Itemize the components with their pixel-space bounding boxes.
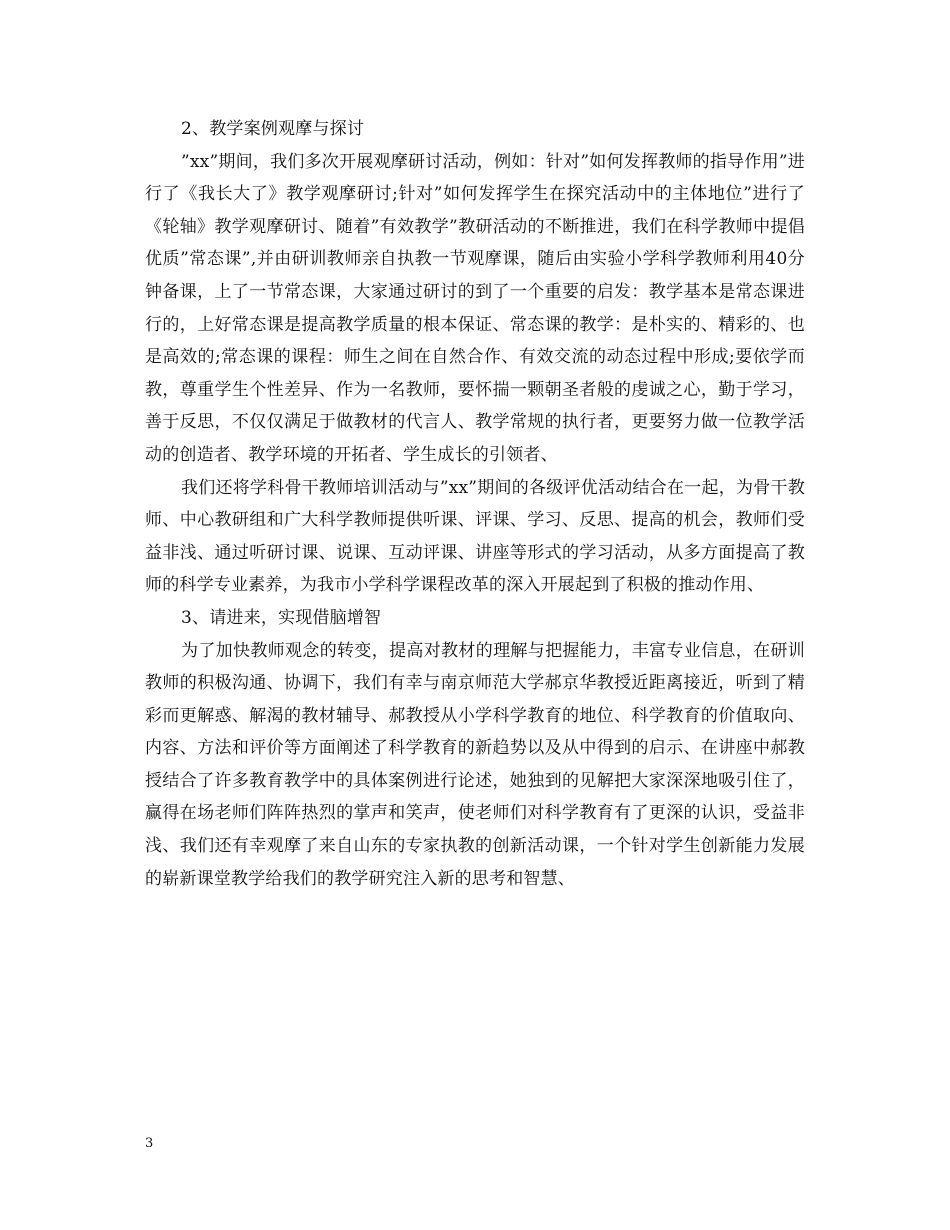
section-heading-invite-experts: 3、请进来，实现借脑增智 xyxy=(181,607,382,628)
document-body xyxy=(145,113,805,895)
paragraph-backbone-teacher-training: 我们还将学科骨干教师培训活动与”xx”期间的各级评优活动结合在一起，为骨干教师、中心教研组和广大科学教师提供听课、评课、学习、反思、提高的机会，教师们受益非浅、通过听研讨课、说课、互动评课、讲座等形式的学习活动，从多方面提高了教师的科学专业素养，为我市小学科学课程改革的深入开展起到了积极的推动作用、 xyxy=(145,477,805,596)
page-number: 3 xyxy=(145,1136,154,1151)
paragraph-expert-lecture: 为了加快教师观念的转变，提高对教材的理解与把握能力，丰富专业信息，在研训教师的积极沟通、协调下，我们有幸与南京师范大学郝京华教授近距离接近，听到了精彩而更解惑、解渴的教材辅导、郝教授从小学科学教育的地位、科学教育的价值取向、内容、方法和评价等方面阐述了科学教育的新趋势以及从中得到的启示、在讲座中郝教授结合了许多教育教学中的具体案例进行论述，她独到的见解把大家深深地吸引住了，赢得在场老师们阵阵热烈的掌声和笑声，使老师们对科学教育有了更深的认识，受益非浅、我们还有幸观摩了来自山东的专家执教的创新活动课，一个针对学生创新能力发展的崭新课堂教学给我们的教学研究注入新的思考和智慧、 xyxy=(145,640,805,889)
section-heading-teaching-cases: 2、教学案例观摩与探讨 xyxy=(181,119,365,139)
paragraph-observation-activities: ”xx”期间，我们多次开展观摩研讨活动，例如：针对”如何发挥教师的指导作用”进行了《我长大了》教学观摩研讨;针对”如何发挥学生在探究活动中的主体地位”进行了《轮轴》教学观摩研讨、随着”有效教学”教研活动的不断推进，我们在科学教师中提倡优质”常态课”,并由研训教师亲自执教一节观摩课，随后由实验小学科学教师利用40分钟备课，上了一节常态课，大家通过研讨的到了一个重要的启发：教学基本是常态课进行的，上好常态课是提高教学质量的根本保证、常态课的教学：是朴实的、精彩的、也是高效的;常态课的课程：师生之间在自然合作、有效交流的动态过程中形成;要依学而教，尊重学生个性差异、作为一名教师，要怀揣一颗朝圣者般的虔诚之心，勤于学习，善于反思，不仅仅满足于做教材的代言人、教学常规的执行者，更要努力做一位教学活动的创造者、教学环境的开拓者、学生成长的引领者、 xyxy=(145,151,805,465)
